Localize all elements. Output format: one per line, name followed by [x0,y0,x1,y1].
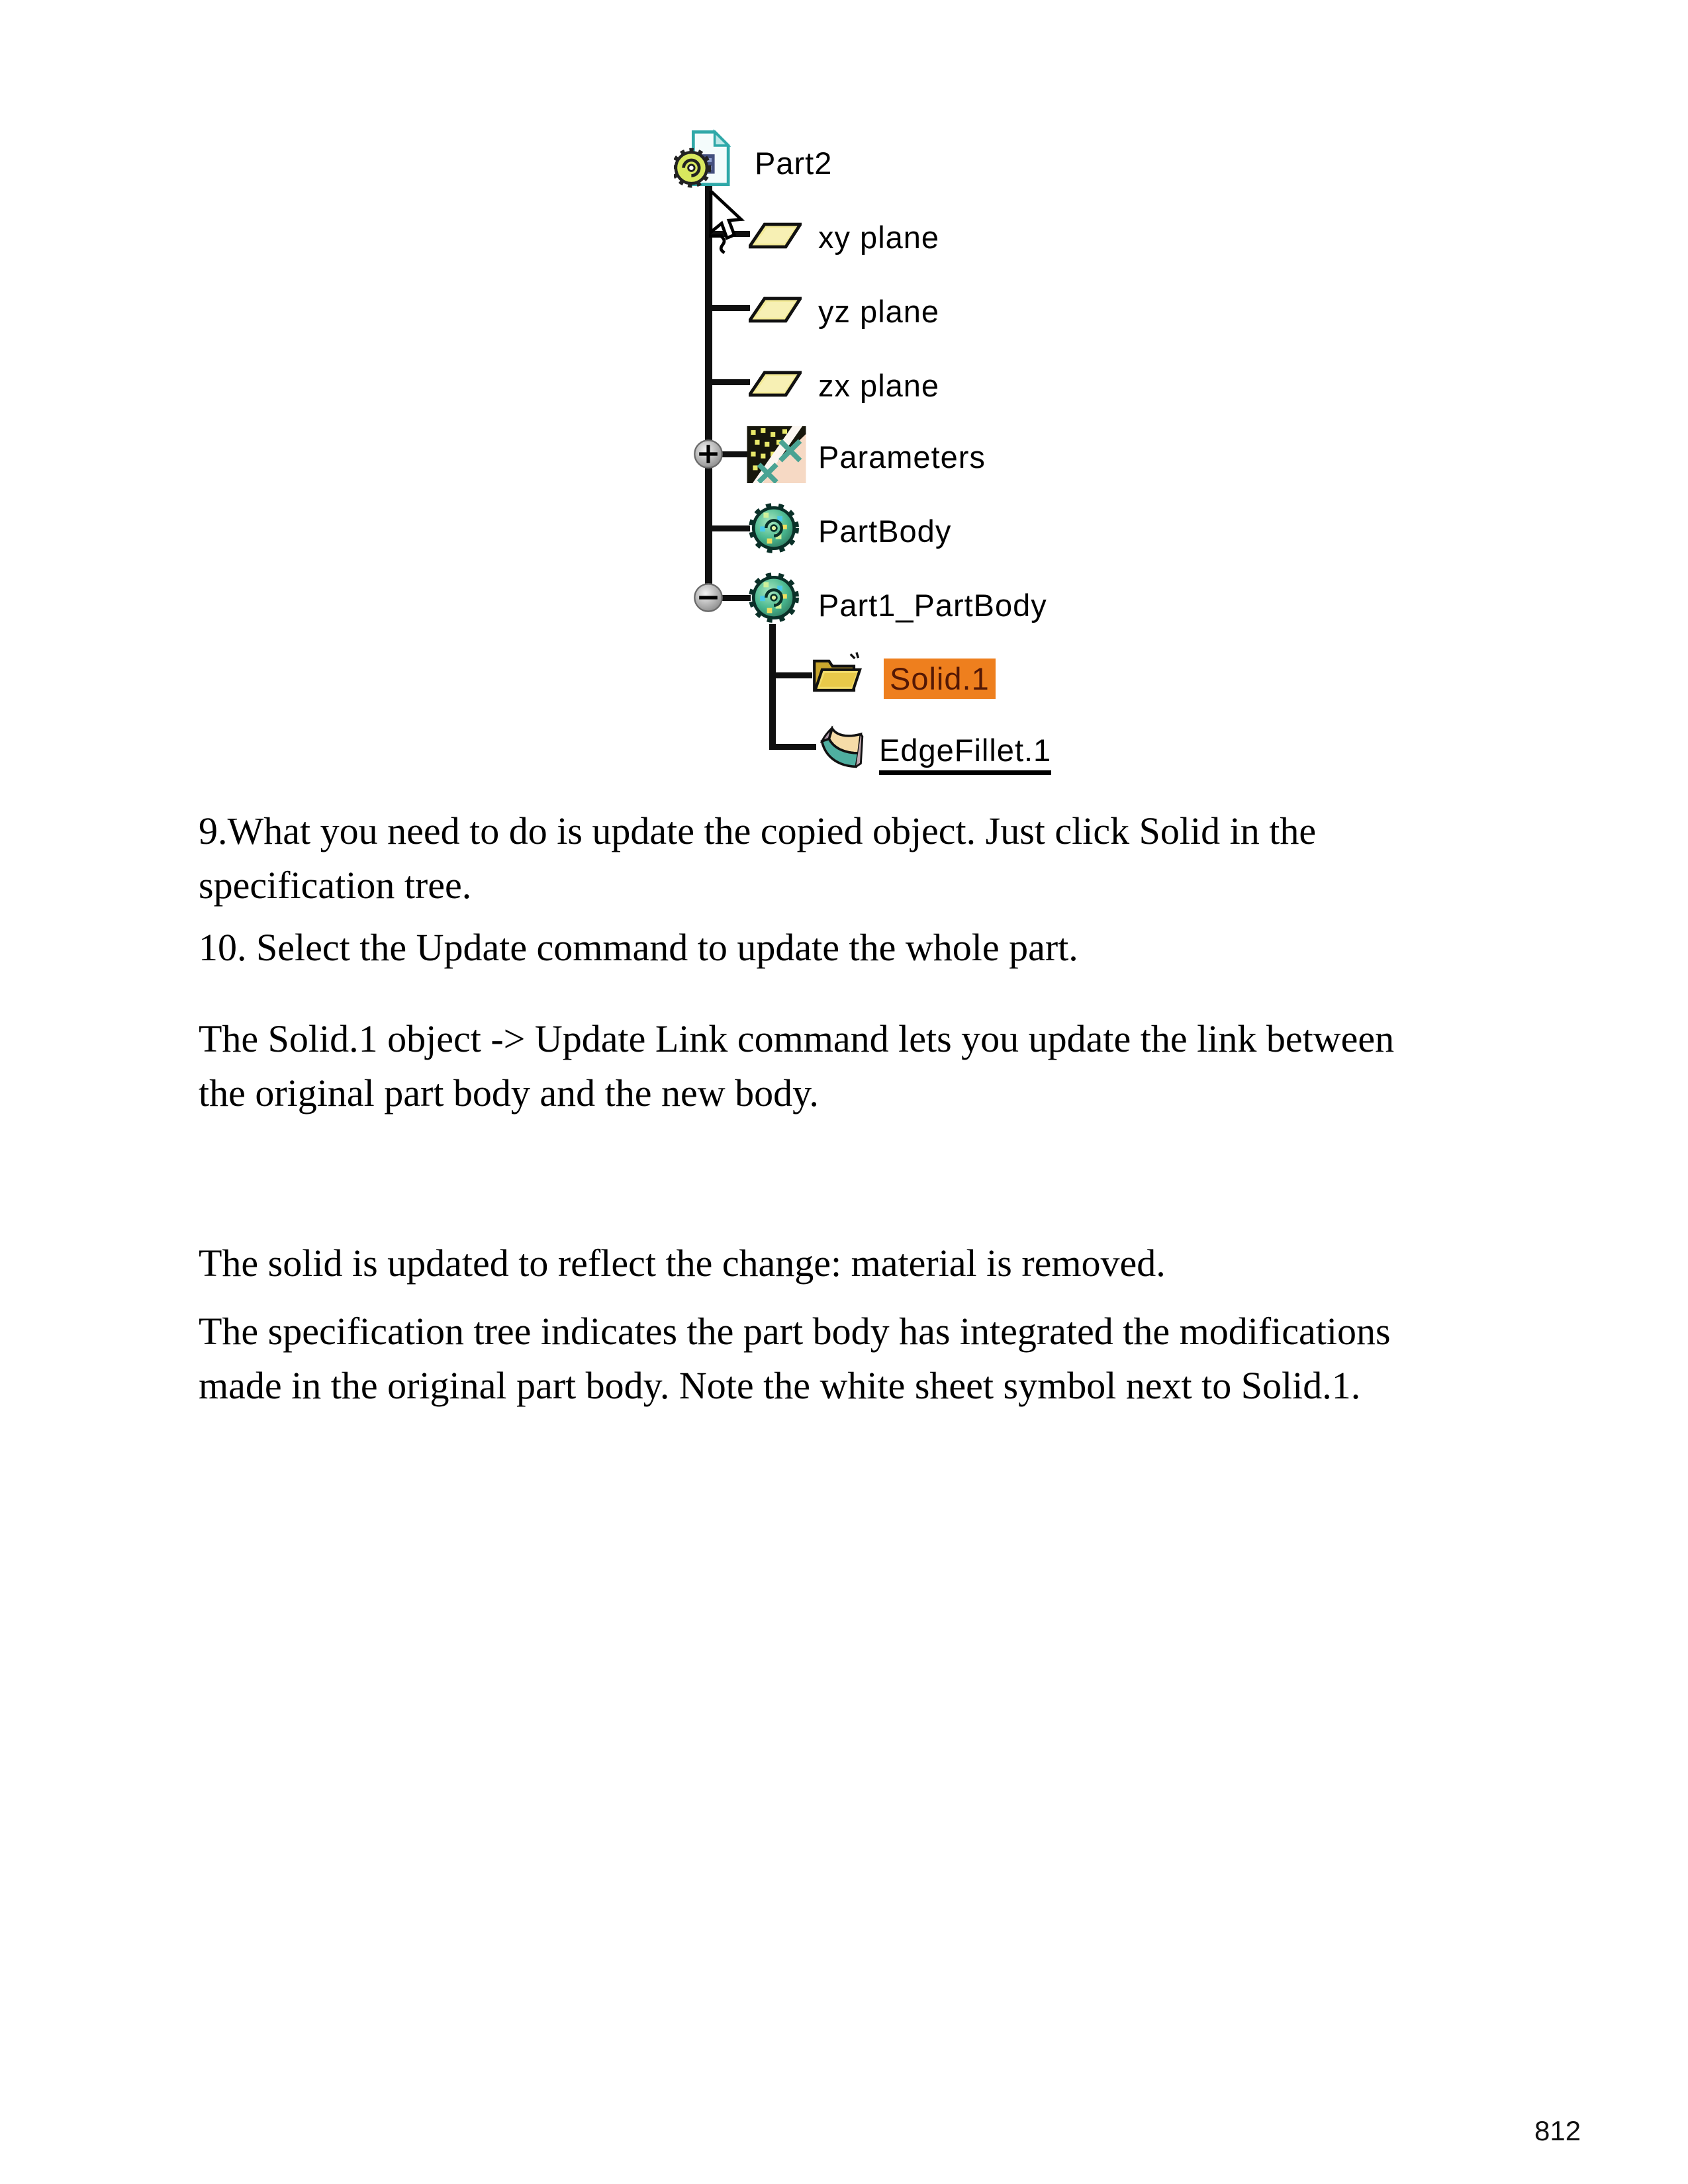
tree-node-zx-plane[interactable]: zx plane [818,368,940,403]
spec-tree-note-text: The specification tree indicates the part body has integrated the modifications made in the original part body. Note the white sheet symbol next to Solid.1. [199,1310,1391,1407]
part-body-gear-icon[interactable] [748,571,800,624]
plane-icon[interactable] [749,222,802,249]
open-folder-icon[interactable] [811,651,863,696]
tree-branch-line [722,595,751,601]
tree-branch-line [712,305,750,311]
tree-branch-line [722,451,749,457]
arrow-select-cursor-icon [707,191,748,254]
tree-node-xy-plane[interactable]: xy plane [818,220,940,255]
tree-branch-line [712,525,750,531]
step-9-text: 9.What you need to do is update the copied object. Just click Solid in the specification tree. [199,809,1317,907]
part-document-icon[interactable] [674,128,732,188]
solid-updated-note-text: The solid is updated to reflect the change: material is removed. [199,1242,1166,1285]
plane-icon[interactable] [749,371,802,397]
page-number: 812 [1534,2115,1581,2146]
specification-tree [0,0,1688,794]
edge-fillet-icon[interactable] [815,725,864,773]
expand-plus-icon[interactable] [693,439,724,469]
tree-node-partbody[interactable]: PartBody [818,514,952,549]
tree-child-trunk-line [769,624,776,750]
collapse-minus-icon[interactable] [693,582,724,613]
tree-node-parameters[interactable]: Parameters [818,439,986,475]
update-link-note-text: The Solid.1 object -> Update Link command lets you update the link between the original part body and the new body. [199,1017,1395,1115]
tree-node-part1-partbody[interactable]: Part1_PartBody [818,588,1047,623]
tree-branch-line [712,379,750,385]
step-10-text: 10. Select the Update command to update the whole part. [199,926,1078,969]
tree-node-part2[interactable]: Part2 [755,146,833,181]
plane-icon[interactable] [749,296,802,323]
tree-node-yz-plane[interactable]: yz plane [818,294,940,329]
tree-branch-line [769,744,816,750]
parameters-icon[interactable] [747,426,806,483]
tree-node-solid1[interactable]: Solid.1 [884,659,996,699]
tree-branch-line [774,672,812,678]
part-body-gear-icon[interactable] [748,502,800,555]
tree-node-edgefillet1[interactable]: EdgeFillet.1 [879,733,1051,775]
